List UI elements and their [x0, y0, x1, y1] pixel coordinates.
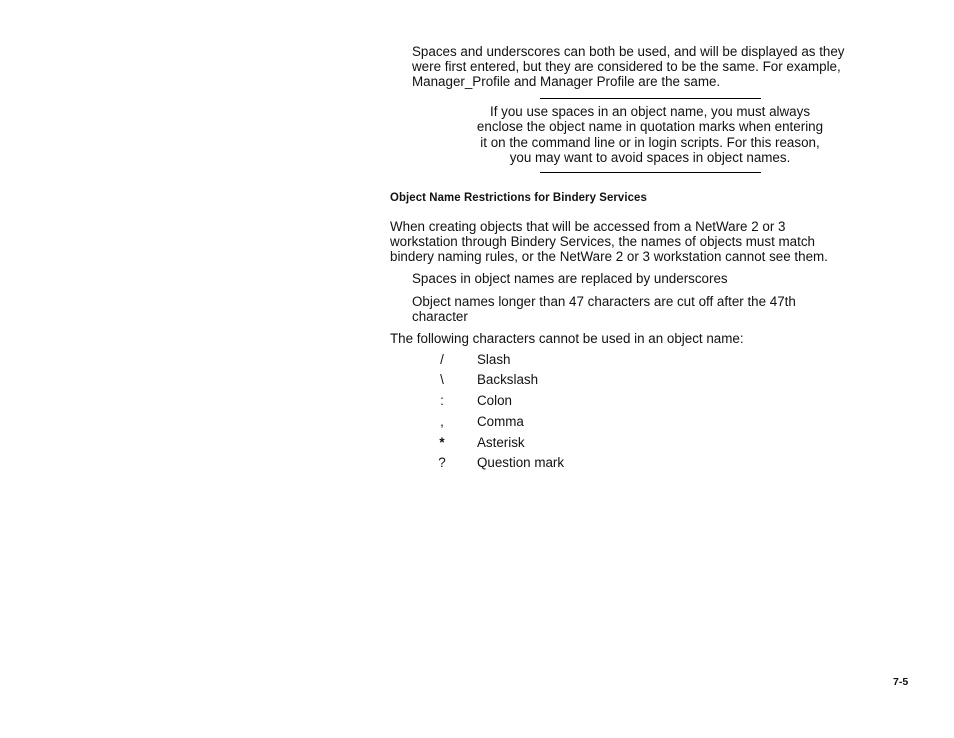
list-item: [412, 271, 728, 286]
intro-line: Spaces and underscores can both be used, and will be displayed as they: [412, 44, 845, 59]
section-paragraph: [390, 219, 828, 265]
note-line: If you use spaces in an object name, you must always: [489, 104, 811, 119]
page-number: 7-5: [893, 676, 909, 688]
list-item: [412, 294, 796, 324]
restricted-char-row: [430, 414, 690, 432]
note-line: you may want to avoid spaces in object names.: [509, 150, 791, 166]
char-name: Comma: [477, 414, 524, 429]
section-heading: Object Name Restrictions for Bindery Services: [390, 190, 647, 204]
char-symbol: \: [440, 372, 444, 387]
paragraph-line: bindery naming rules, or the NetWare 2 or 3 workstation cannot see them.: [390, 249, 828, 265]
paragraph-line: workstation through Bindery Services, the names of objects must match: [390, 234, 815, 250]
list-item-line: Object names longer than 47 characters are cut off after the 47th: [412, 294, 796, 309]
note-bottom-rule: [540, 172, 761, 173]
char-name: Asterisk: [477, 435, 525, 450]
restricted-char-row: [430, 352, 690, 370]
intro-line: were first entered, but they are considered to be the same. For example,: [412, 59, 841, 75]
intro-line: Manager_Profile and Manager Profile are the same.: [412, 74, 721, 90]
char-symbol: ?: [438, 455, 446, 470]
restricted-char-row: [430, 393, 690, 411]
char-name: Question mark: [477, 455, 565, 470]
restricted-char-row: [430, 455, 690, 473]
list-item-line: character: [412, 309, 468, 325]
note-top-rule: [540, 98, 761, 99]
note-line: it on the command line or in login scripts. For this reason,: [480, 134, 820, 150]
char-symbol: /: [440, 352, 444, 367]
char-name: Colon: [477, 393, 512, 408]
restricted-char-row: [430, 435, 690, 453]
char-name: Backslash: [477, 372, 539, 387]
char-symbol: ,: [440, 414, 444, 429]
list-item-line: Spaces in object names are replaced by underscores: [412, 271, 728, 286]
char-symbol: *: [439, 435, 445, 450]
intro-paragraph: [412, 44, 845, 90]
restricted-chars-intro: The following characters cannot be used in an object name:: [390, 331, 744, 346]
paragraph-line: When creating objects that will be accessed from a NetWare 2 or 3: [390, 219, 786, 234]
note-box: [440, 104, 860, 166]
restricted-char-row: [430, 372, 690, 390]
char-symbol: :: [440, 393, 444, 408]
note-line: enclose the object name in quotation marks when entering: [476, 119, 824, 135]
char-name: Slash: [477, 352, 511, 367]
